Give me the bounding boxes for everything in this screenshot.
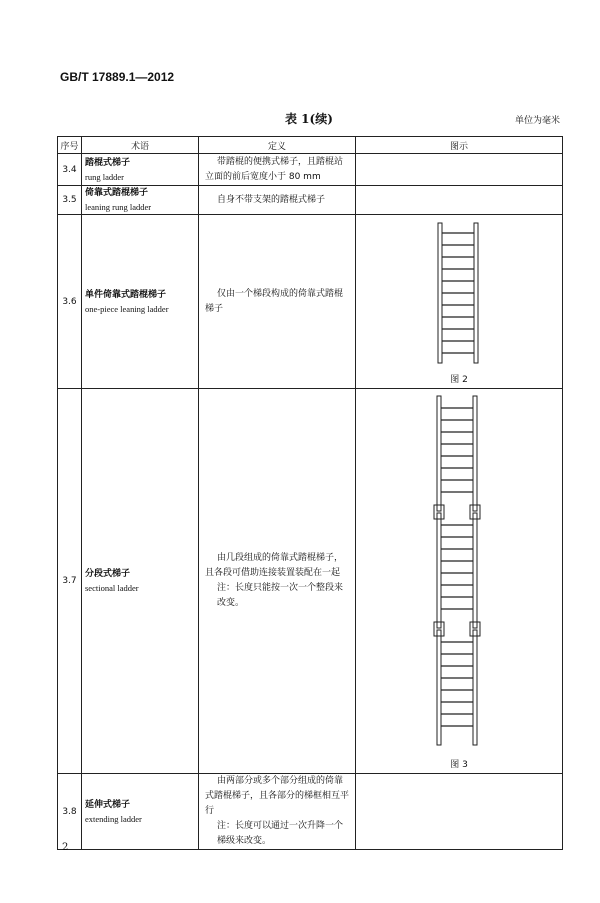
definition-text: 自身不带支架的踏棍式梯子 — [217, 194, 326, 205]
row-number: 3.5 — [58, 186, 82, 215]
figure-cell — [356, 389, 563, 774]
header-figure: 图示 — [356, 137, 563, 154]
term-zh: 踏棍式梯子 — [85, 157, 131, 168]
term-cell — [82, 186, 199, 215]
term-zh: 延伸式梯子 — [85, 799, 131, 810]
table-row — [58, 389, 563, 774]
unit-note: 单位为毫米 — [514, 116, 560, 126]
term-en: sectional ladder — [85, 583, 139, 593]
definition-cell — [199, 215, 356, 389]
term-en: one-piece leaning ladder — [85, 303, 169, 314]
term-cell — [82, 215, 199, 389]
one-piece-ladder-drawing — [434, 221, 484, 366]
definition-text: 由两部分或多个部分组成的倚靠式踏棍梯子，且各部分的梯框相互平行 — [205, 776, 350, 816]
standard-code: GB/T 17889.1—2012 — [60, 70, 175, 84]
table-row — [58, 186, 563, 215]
figure-cell — [356, 186, 563, 215]
figure-label: 图 2 — [450, 375, 468, 385]
header-num: 序号 — [58, 137, 82, 154]
definition-text: 由几段组成的倚靠式踏棍梯子，且各段可借助连接装置装配在一起 — [205, 553, 344, 578]
table-caption: 表 1(续) — [285, 112, 333, 126]
definition-cell — [199, 186, 356, 215]
term-cell — [82, 774, 199, 850]
term-cell — [82, 389, 199, 774]
sectional-ladder-drawing — [433, 394, 485, 749]
figure-label: 图 3 — [450, 760, 468, 770]
definition-note: 注：长度只能按一次一个整段来改变。 — [217, 583, 344, 608]
figure-cell — [356, 154, 563, 186]
definition-text: 带踏棍的便携式梯子，且踏棍站立面的前后宽度小于 80 mm — [205, 156, 344, 182]
row-number: 3.7 — [58, 389, 82, 774]
term-zh: 单件倚靠式踏棍梯子 — [85, 289, 167, 300]
row-number: 3.8 — [58, 774, 82, 850]
table-row — [58, 215, 563, 389]
terms-table — [57, 136, 563, 850]
term-zh: 分段式梯子 — [85, 569, 131, 579]
definition-cell — [199, 389, 356, 774]
definition-note: 注：长度可以通过一次升降一个梯级来改变。 — [217, 821, 344, 846]
definition-text: 仅由一个梯段构成的倚靠式踏棍梯子 — [205, 288, 344, 314]
page-number: 2 — [62, 842, 69, 853]
row-number: 3.6 — [58, 215, 82, 389]
table-row — [58, 154, 563, 186]
figure-cell — [356, 774, 563, 850]
term-en: extending ladder — [85, 813, 142, 824]
term-en: rung ladder — [85, 171, 124, 182]
term-cell — [82, 154, 199, 186]
row-number: 3.4 — [58, 154, 82, 186]
table-header-row — [58, 137, 563, 154]
table-row — [58, 774, 563, 850]
term-zh: 倚靠式踏棍梯子 — [85, 188, 149, 198]
header-definition: 定义 — [199, 137, 356, 154]
term-en: leaning rung ladder — [85, 202, 152, 212]
header-term: 术语 — [82, 137, 199, 154]
definition-cell — [199, 154, 356, 186]
figure-cell — [356, 215, 563, 389]
definition-cell — [199, 774, 356, 850]
